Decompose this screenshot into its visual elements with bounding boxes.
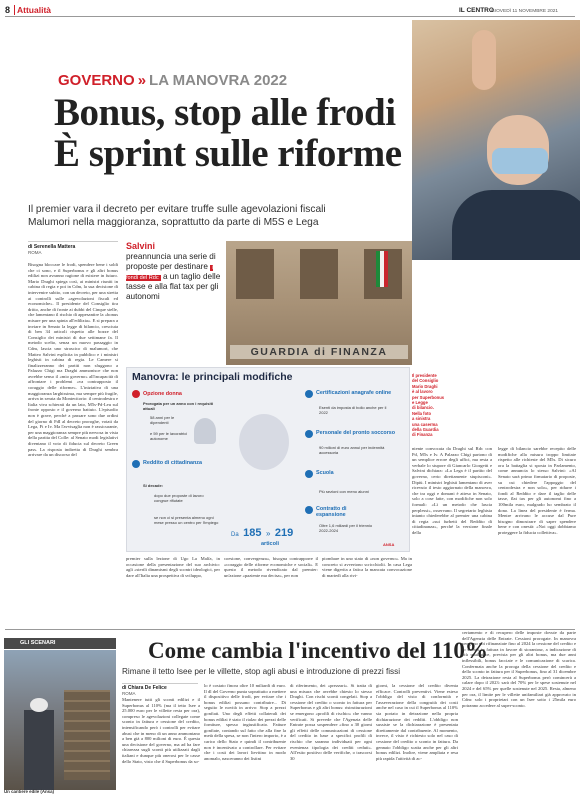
second-column-5: [462, 630, 576, 795]
article-column-4: [322, 556, 412, 624]
issue-date: GIOVEDÌ 11 NOVEMBRE 2021: [491, 9, 559, 14]
scenari-label: GLI SCENARI: [20, 640, 56, 646]
second-byline: [122, 683, 198, 696]
second-text-3: di riferimento, dei «prezzari». Si tratta di una misura che avrebbe chiesto lo stesso Draghi. Con rischi sconti congelati. Stop a cessione del credito o sconto in fattura per Superbonus e gli altri bonus: ristrutturazioni se emergono «profili di rischio» che vanno verificati. Si prevede che l'Agenzia delle Entrate possa sospendere «fino a 30 giorni gli effetti delle comunicazioni di cessione del credito in base a specifici profili di rischio che saranno individuati per ogni evenienza tipologia dei crediti ceduti». All'esito positivo delle verifiche, o trascorsi 30: [290, 683, 372, 761]
section-label: Attualità: [17, 5, 51, 15]
window-center: [300, 249, 338, 299]
photo-caption: [412, 373, 456, 438]
construction-caption: Un cantiere edile (Ansa): [4, 789, 55, 794]
article-text-5: niente convocata da Draghi sul Rdc con Pd, M5s e Iv. A Palazzo Chigi partono di un semplice errore degli uffici, ma resta a verbale lo stupore di Giancarlo Giorgetti e Salvini dichiara: «La Lega è il partito del governo, certo direttamente stupisconi». Dipiù. I ministri leghisti lamentano di aver ricevuto il testo aggiornato della manovra, che tra oggi e domani è atteso in Senato, solo a cose fatte, con modifiche non solo formali: «Lì un metodo che lascia perplessi», osservano. Il segretario leghista intanto chiederebbe al premier una cabina di regia «sui furbetti del Reddito di cittadinanza», perché la versione finale della: [412, 446, 492, 535]
salvini-text-1: preannuncia una serie di proposte per destinare: [126, 252, 216, 271]
article-column-2: [126, 556, 220, 624]
republic-emblem: [239, 414, 289, 470]
byline-place: ROMA: [28, 250, 42, 255]
articoli-prefix: Da: [231, 532, 239, 538]
contratto-label: Contratto di espansione: [316, 506, 347, 518]
kicker: [58, 72, 287, 90]
infographic-title: Manovra: le principali modifiche: [132, 371, 293, 383]
headline: [54, 92, 474, 174]
caption-line: una caserma: [412, 421, 438, 427]
personale-text: 90 milioni di euro annui per indennità accessoria: [319, 445, 385, 455]
dark-suit: [452, 190, 580, 260]
article-column-3: [224, 556, 318, 624]
page-header: [5, 5, 575, 17]
headline-line-2: È sprint sulle riforme: [54, 132, 402, 175]
byline-author: di Serenella Mattera: [28, 244, 76, 250]
opzione-donna-item-1: Prorogata per un anno con i requisiti attuali: [143, 401, 214, 411]
articoli-to: 219: [274, 527, 294, 539]
second-column-4: [376, 683, 458, 795]
kicker-governo: GOVERNO: [58, 72, 135, 89]
opzione-donna-icon: [132, 390, 140, 398]
scenari-label-bar: [4, 638, 116, 649]
headline-line-1: Bonus, stop alle frodi: [54, 91, 396, 134]
article-text-1: Bisogna bloccare le frodi, spendere bene i soldi che ci sono, e il Superbonus e gli altri bonus edilizi non avranno ragione di esistere in futuro. Mario Draghi spiega così, ai ministri riuniti in cabina di regia e poi in Cdm, la sua decisione di intervenire subito, con un decreto, per una stretta ai controlli sulle «agevolazioni fiscali ed economiche». Il presidente del Consiglio tira dritto, anche di fronte ai dubbi del Cinque stelle, che lamentano il rischio di appesantire la «bonus misure per una spinta all'edilizia». E si prepara a inviare in Senato la legge di bilancio, cresciuta di ben 34 articoli rispetto alle bozze del Consiglio dei ministri di due settimane fa. Il metodo scelto, senza un nuovo passaggio in Cdm, lascia uno strascico di malumori, che Matteo Salvini esplicita in pubblico e i ministri leghisti in cabina di regia. Le Camere si finalizzeranno dei partiti non sfuggono a Palazzo Chigi ma Draghi ammonisce che non avrebbe senso il «mio governo» all'incapacità di affrontare i problemi «va contrapposto il coraggio delle riforme». L'iniziativa di una maggioranza larghissima, ma sempre più fragile, arriva in serata da Montecitorio: il centrodestra e Italia viva schierati da un lato, M5s-Pd-Leu sul fronte opposto e il governo battuto. L'episodio non è grave, perché a passare sono due ordini del giorno di FdI al decreto proroghe, votati da Lega, Fi e Iv. Ma l'avvisaglia non è rassicurante, per una maggioranza sempre più nervosa in vista della partita del Colle: al Senato modi legislativi diventano il voto di fiducia sul decreto Green pass. La risposta indiretta di Draghi sembra arrivare da un discorso del: [28, 262, 118, 458]
face-mask: [492, 148, 548, 174]
second-column-3: [290, 683, 372, 795]
caption-line: a sinistra: [412, 416, 431, 422]
certificazioni-block: [305, 390, 407, 430]
second-text-4: giorni, la cessione del credito diventa efficace. Controlli preventivi. Viene esteso l'obbligo del visto di conformità e l'asseverazione della congruità dei costi anche nel caso in cui il Superbonus al 110% sia portato in detrazione nella propria dichiarazione dei redditi. L'obbligo non sussiste se la dichiarazione è presentata direttamente dal contribuente. Al momento, invece, il visto è richiesto solo nel caso di cessione del credito o sconto in fattura. Da gennaio l'obbligo scatta anche per gli altri bonus edilizi. Inoltre, viene ampliata e resa più rapida l'attività di ac-: [376, 683, 458, 761]
second-text-5: certamento e di recupero delle imposte dovute da parte dell'Agenzia delle Entrate. Cessioni prorogate. In manovra vengono poi rifinanziate fino al 2024 la cessione del credito e lo sconto in fattura in favore di siorantour, a indicazione di più usufruisce, prevista per gli altri bonus, ma due anni inflessibili, bonus facciate e le comunicazione di scarica. Confermata anche la proroga della cessione del credito e dello sconto in fattura per il Superbonus, fino al 31 dicembre 2025. La detrazione resta al Superbonus però comincerà a calare dopo il 2023: sarà del 70% per le spese sostenute nel 2024 e del 65% per quelle sostenute nel 2025. Resta, almeno per ora, il limite per le villette unifamiliari già approvato in Cdm: solo i proprietari con un Isee sotto i 25mila euro potranno accedere al super-sconto.: [462, 630, 576, 708]
reddito-decade: Si decade:: [143, 483, 164, 488]
subhead: [28, 203, 458, 229]
hard-hat: [30, 698, 48, 712]
subhead-line-2: Malumori nella maggioranza, soprattutto da parte di M5S e Lega: [28, 217, 319, 228]
certificazioni-label: Certificazioni anagrafe online: [316, 390, 392, 396]
newspaper-name: IL CENTRO: [459, 7, 494, 14]
personale-block: [305, 430, 407, 468]
infographic: [126, 367, 410, 552]
salvini-highlight: i fondi del Rdc: [126, 265, 214, 281]
article-text-4: piombare in uno stato di «non governo». Ma in concreto si avvertono scricchiolii. In casa Lega viene digerita a fatica la mancata convocazione di martedì alla rivi-: [322, 556, 412, 578]
salvini-box: [126, 241, 222, 349]
caption-line: di bilancio.: [412, 405, 434, 411]
construction-photo: [4, 650, 116, 790]
certificazioni-text: Esenti da imposta di bollo anche per il 2022: [319, 405, 387, 415]
subhead-line-1: Il premier vara il decreto per evitare truffe sulle agevolazioni fiscali: [28, 204, 326, 215]
articoli-from: 185: [243, 527, 262, 539]
articoli-arrow: »: [265, 529, 271, 538]
second-subhead: Rimane il tetto Isee per le villette, stop agli abusi e introduzione di prezzi fissi: [122, 667, 401, 676]
salvini-name: Salvini: [126, 241, 156, 251]
scuola-text: Più sezioni con meno alunni: [319, 489, 369, 494]
scuola-icon: [305, 470, 313, 478]
contratto-icon: [305, 506, 313, 514]
guardia-sign: GUARDIA di FINANZA: [230, 345, 408, 359]
kicker-separator: »: [137, 72, 147, 89]
article-column-6: [498, 446, 576, 624]
second-text-2: lo è costato finora oltre 10 miliardi di euro. Il dl del Governo punta soprattutto a mettere il dispositivo delle frodi, per evitare che i bonus edilizi possano contribuire... Di seguito le novità in arrivo: Stop a prezzi gonfiati. Uno degli effetti collaterali dei bonus edilizi è stato il rialzo dei prezzi delle forniture, spesso ingiustificato. Fatture gonfiate, contando sul fatto che alla fine la metà della spesa, se non l'intero importo, è a carico dello Stato e quindi il contribuente non è incentivato a controllare. Per evitare che i costi dei lavori lievitino in modo anomalo, nasceranno dei listini: [204, 683, 286, 761]
salvini-text-2: a un taglio delle tasse e alla flat tax per gli autonomi: [126, 272, 221, 301]
finanza-photo: [226, 241, 412, 365]
certificazioni-icon: [305, 390, 313, 398]
reddito-icon: [132, 460, 140, 468]
scaffolding: [64, 690, 110, 780]
opzione-donna-block: [132, 390, 226, 448]
second-column-2: [204, 683, 286, 795]
second-byline-author: di Chiara De Felice: [122, 685, 167, 691]
reddito-block: [132, 460, 232, 548]
opzione-donna-item-2a: 58 anni per le dipendenti: [150, 415, 175, 425]
article-text-2: premier sulla lezione di Ugo La Malfa, in occasione della presentazione del suo archivio: agli «sterili dinamismi degli scontri ideologici, per dare all'Italia una prospettiva di sviluppo,: [126, 556, 220, 578]
window-left: [236, 249, 274, 299]
opzione-donna-label: Opzione donna: [143, 391, 182, 397]
italian-flag: [376, 251, 388, 287]
caption-line: Nella foto: [412, 410, 432, 416]
woman-icon: [194, 418, 216, 444]
opzione-donna-item-2b: e 59 per le lavoratrici autonome: [150, 431, 188, 441]
articoli-unit: articoli: [261, 541, 280, 547]
caption-line: Il presidente: [412, 373, 437, 378]
article-text-3: coesione, convergenza», bisogna contrapporre il «coraggio delle riforme economiche e sociali». E questo il metodo rivendicato dal premier: un'azione «paziente ma decisa», per non: [224, 556, 318, 578]
second-column-1: [122, 697, 200, 795]
caption-line: di Finanza: [412, 432, 433, 438]
article-column-5: [412, 446, 492, 624]
draghi-photo: [412, 20, 580, 260]
caption-line: del Consiglio: [412, 378, 439, 384]
second-byline-place: ROMA: [122, 691, 136, 696]
scuola-block: [305, 470, 407, 504]
contratto-text: Oltre 1,6 miliardi per il triennio 2022-2024: [319, 523, 373, 533]
worker: [24, 710, 54, 790]
second-text-1: Mantenere tutti gli sconti edilizi e il Superbonus al 110% (ma il tetto Isee a 25.000 euro per le villette resta per ora), compreso le agevolazioni collegate come sconto in fattura e cessione del credito, intensificando però i controlli per evitare abusi che in meno di un anno ammontano a ben già a 800 milioni di euro. È questa una decisione del governo, ma ad ha fare chiarezza sugli sconti più utilizzati dagli italiani e dunque più onerosi per le casse dello Stato, visto che il Superbonus da so-: [122, 697, 200, 764]
infographic-credit: ANSA: [383, 542, 395, 547]
article-column-1: [28, 262, 118, 624]
articoli-counter: [231, 526, 313, 547]
reddito-label: Reddito di cittadinanza: [143, 460, 202, 466]
page-number: 8: [5, 5, 11, 15]
kicker-manovra: LA MANOVRA 2022: [149, 72, 288, 89]
caption-line: per Superbonus: [412, 394, 445, 400]
header-divider: [14, 5, 15, 15]
scuola-label: Scuola: [316, 470, 334, 476]
second-headline: Come cambia l'incentivo del 110%: [148, 638, 488, 663]
reddito-item-1: dopo due proposte di lavoro congrue rifiutate: [154, 493, 204, 503]
caption-line: della Guardia: [412, 427, 439, 433]
byline: [28, 241, 118, 256]
caption-line: Mario Draghi: [412, 383, 438, 389]
caption-line: è al lavoro: [412, 389, 433, 395]
personale-label: Personale del pronto soccorso: [316, 430, 396, 436]
reddito-item-2: se non ci si presenta almeno ogni mese presso un centro per l'impiego: [154, 515, 219, 525]
personale-icon: [305, 430, 313, 438]
caption-line: e Legge: [412, 400, 428, 406]
article-text-6: legge di bilancio sarebbe recepito delle modifiche alla misura troppo limitate rispetto alle richieste del M5s. Di sicuro ora la battaglia si sposta in Parlamento, come annuncia lo stesso Salvini: «Al Senato sarà primo firmatario di proposte, su cui chiedere l'appoggio del centrodestra e non solo», per ridurre i fondi al Reddito e dare il taglio delle tasse, flat tax per gli autonomi fino a 100mila euro, malgrado ho sembrato il dono. La linea del presidente è ferma. Mentre arrivano le accuse dal Pure bisogno dimostrare di saper spendere bene e con onestà: «Noi oggi dobbiamo proteggere la fiducia collettiva».: [498, 446, 576, 535]
raised-hand: [472, 30, 496, 90]
